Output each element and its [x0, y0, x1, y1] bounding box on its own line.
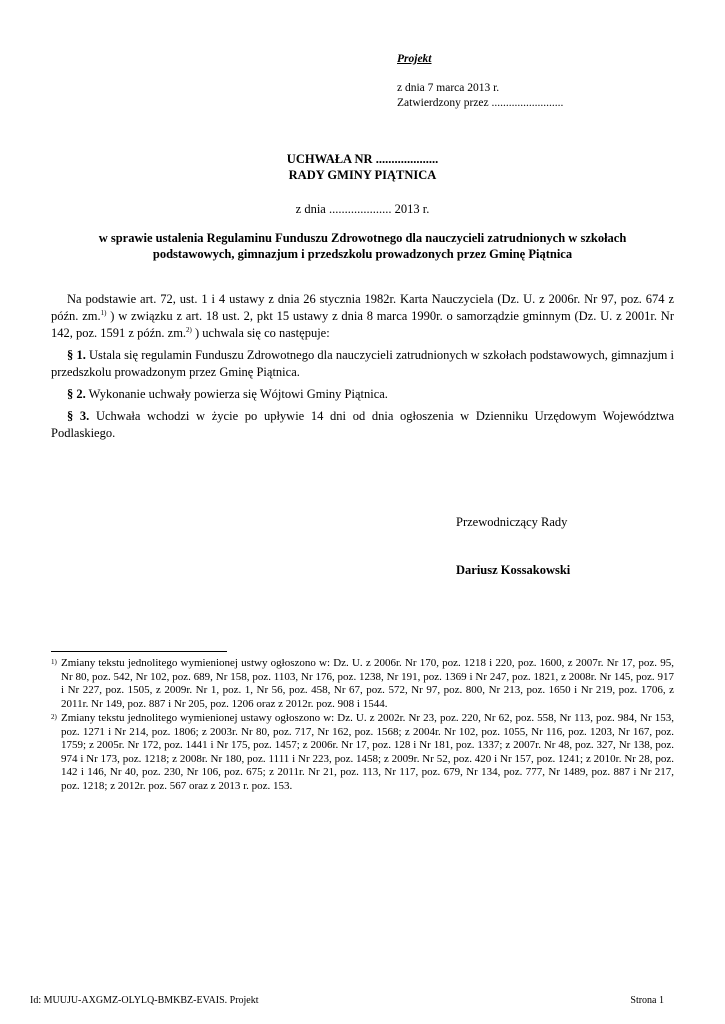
footnote-divider: [51, 651, 227, 652]
document-header: [397, 52, 657, 111]
footnote-1: [51, 657, 674, 711]
subject-line-2: podstawowych, gimnazjum i przedszkolu prowadzonych przez Gminę Piątnica: [152, 247, 573, 261]
paragraph-2-text: Wykonanie uchwały powierza się Wójtowi Gminy Piątnica.: [85, 387, 388, 401]
header-approved: Zatwierdzony przez .........................: [397, 97, 564, 109]
paragraph-3-mark: § 3.: [67, 409, 90, 423]
footnote-2: [51, 712, 674, 793]
footnote-2-mark: 2): [51, 713, 57, 721]
resolution-subject: [0, 230, 725, 262]
footnote-2-text: Zmiany tekstu jednolitego wymienionej ustawy ogłoszono w: Dz. U. z 2002r. Nr 23, poz. 220, Nr 62, poz. 558, Nr 113, poz. 984, Nr 153, poz. 1271 i Nr 214, poz. 1806; z 2003r. Nr 80, poz. 717, Nr 162, poz. 1568; z 2004r. Nr 102, poz. 1055, Nr 116, poz. 1203, Nr 167, poz. 1759; z 2005r. Nr 172, poz. 1441 i Nr 175, poz. 1457; z 2006r. Nr 17, poz. 128 i Nr 181, poz. 1337; z 2007r. Nr 48, poz. 327, Nr 138, poz. 974 i Nr 173, poz. 1218; z 2008r. Nr 180, poz. 1111 i Nr 223, poz. 1458; z 2009r. Nr 52, poz. 420 i Nr 157, poz. 1241; z 2010r. Nr 28, poz. 142 i 146, Nr 40, poz. 230, Nr 106, poz. 675; z 2011r. Nr 21, poz. 113, Nr 117, poz. 679, Nr 134, poz. 777, Nr 1489, poz. 887 i Nr 217, poz. 1218; z 2012r. poz. 567 oraz z 2013 r. poz. 153.: [61, 712, 674, 792]
footnote-1-mark: 1): [51, 658, 57, 666]
resolution-date: z dnia .................... 2013 r.: [295, 202, 430, 216]
page-footer: [30, 995, 664, 1007]
resolution-title: [0, 151, 725, 183]
document-body: [51, 291, 674, 447]
paragraph-3: [51, 408, 674, 442]
signature-name: Dariusz Kossakowski: [456, 563, 571, 577]
subject-line-1: w sprawie ustalenia Regulaminu Funduszu Zdrowotnego dla nauczycieli zatrudnionych w szkołach: [98, 231, 627, 245]
paragraph-1-mark: § 1.: [67, 348, 86, 362]
paragraph-1: [51, 347, 674, 381]
paragraph-2: [51, 386, 674, 403]
paragraph-2-mark: § 2.: [67, 387, 86, 401]
paragraph-1-text: Ustala się regulamin Funduszu Zdrowotnego dla nauczycieli zatrudnionych w szkołach podstawowych, gimnazjum i przedszkolu prowadzonym przez Gminę Piątnica.: [51, 348, 675, 379]
preamble-part-1: Na podstawie art. 72, ust. 1 i 4 ustawy z dnia 26 stycznia 1982r. Karta Nauczyciela (Dz. U. z 2006r. Nr 97, poz. 674 z późn. zm.: [51, 292, 674, 323]
preamble-part-3: ) uchwala się co następuje:: [191, 326, 330, 340]
document-id: Id: MUUJU-AXGMZ-OLYLQ-BMKBZ-EVAIS. Projekt: [30, 995, 259, 1006]
footnote-ref-1: 1): [100, 308, 107, 317]
footnote-1-text: Zmiany tekstu jednolitego wymienionej ustwy ogłoszono w: Dz. U. z 2006r. Nr 170, poz. 1218 i 220, poz. 1600, z 2007r. Nr 17, poz. 95, Nr 80, poz. 542, Nr 102, poz. 689, Nr 158, poz. 1103, Nr 176, poz. 1238, Nr 191, poz. 1369 i Nr 247, poz. 1821, z 2008r. Nr 145, poz. 917 i Nr 227, poz. 1505, z 2009r. Nr 1, poz. 1, Nr 56, poz. 458, Nr 67, poz. 572, Nr 97, poz. 800, Nr 213, poz. 1650 i Nr 219, poz. 1706, z 2011r. Nr 149, poz. 887 i Nr 205, poz. 1206 oraz z 2012r. poz. 908 i 1544.: [61, 657, 674, 710]
preamble: [51, 291, 674, 342]
council-name: RADY GMINY PIĄTNICA: [288, 168, 437, 182]
header-date: z dnia 7 marca 2013 r.: [397, 82, 500, 94]
resolution-number: UCHWAŁA NR ....................: [286, 152, 439, 166]
footnote-ref-2: 2): [186, 325, 192, 334]
paragraph-3-text: Uchwała wchodzi w życie po upływie 14 dni od dnia ogłoszenia w Dzienniku Urzędowym Województwa Podlaskiego.: [51, 409, 675, 440]
signature-role: Przewodniczący Rady: [456, 515, 568, 529]
preamble-part-2: ) w związku z art. 18 ust. 2, pkt 15 ustawy z dnia 8 marca 1990r. o samorządzie gminnym (Dz. U. z 2001r. Nr 142, poz. 1591 z późn. zm.: [51, 309, 674, 340]
footnotes: [51, 657, 674, 794]
page-number: Strona 1: [630, 995, 664, 1006]
project-label: Projekt: [397, 53, 432, 65]
